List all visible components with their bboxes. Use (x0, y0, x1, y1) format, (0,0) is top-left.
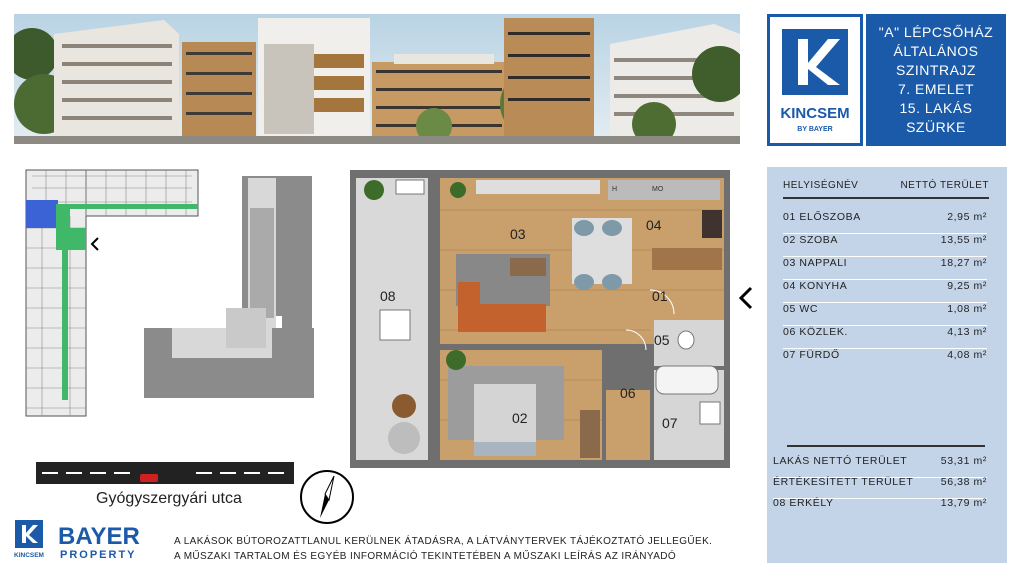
room-name: 01 ELŐSZOBA (783, 211, 861, 223)
entrance-arrow-icon (738, 286, 754, 310)
table-row (783, 349, 987, 371)
room-area: 2,95 m² (947, 211, 987, 223)
totals-row (773, 497, 987, 519)
title-line-6: SZÜRKE (906, 119, 966, 135)
total-area: 53,31 m² (940, 455, 987, 467)
table-row (783, 211, 987, 234)
floor-plan (350, 170, 730, 468)
title-line-5: 15. LAKÁS (899, 100, 973, 116)
total-name: LAKÁS NETTÓ TERÜLET (773, 455, 908, 467)
floor-plan-drawing (350, 170, 730, 468)
room-label: 02 (512, 410, 528, 426)
totals-row (773, 455, 987, 478)
room-name: 07 FÜRDŐ (783, 349, 840, 361)
title-line-3: SZINTRAJZ (896, 62, 976, 78)
room-label: 08 (380, 288, 396, 304)
bayer-name: BAYER (58, 523, 140, 550)
table-row (783, 303, 987, 326)
room-area: 9,25 m² (947, 280, 987, 292)
room-area: 4,08 m² (947, 349, 987, 361)
title-box (866, 14, 1006, 146)
room-area: 1,08 m² (947, 303, 987, 315)
hero-rendering (14, 14, 740, 144)
table-row (783, 257, 987, 280)
room-name: 06 KÖZLEK. (783, 326, 848, 338)
brand-name: KINCSEM (780, 105, 850, 122)
small-brand-name: KINCSEM (14, 552, 44, 559)
kincsem-small-logo (12, 520, 46, 564)
microwave-label: MO (652, 186, 664, 193)
room-area: 4,13 m² (947, 326, 987, 338)
bayer-logo (58, 522, 148, 562)
room-name: 04 KONYHA (783, 280, 848, 292)
column-header-area: NETTÓ TERÜLET (900, 180, 989, 191)
disclaimer-line-2: A MŰSZAKI TARTALOM ÉS EGYÉB INFORMÁCIÓ TEKINTETÉBEN A MŰSZAKI LEÍRÁS AZ IRÁNYADÓ (174, 551, 677, 562)
total-area: 56,38 m² (940, 476, 987, 488)
disclaimer-line-1: A LAKÁSOK BÚTOROZATTLANUL KERÜLNEK ÁTADÁSRA, A LÁTVÁNYTERVEK TÁJÉKOZTATÓ JELLEGŰEK. (174, 536, 713, 547)
room-label: 03 (510, 226, 526, 242)
brand-sub: BY BAYER (797, 126, 833, 133)
totals-row (773, 476, 987, 499)
room-area: 13,55 m² (940, 234, 987, 246)
compass-icon (298, 468, 356, 526)
title-line-2: ÁLTALÁNOS (893, 43, 979, 59)
room-label: 04 (646, 217, 662, 233)
table-row (783, 280, 987, 303)
room-name: 03 NAPPALI (783, 257, 848, 269)
car-icon (140, 474, 158, 482)
room-name: 05 WC (783, 303, 819, 315)
table-row (783, 234, 987, 257)
location-arrow-icon (92, 238, 98, 250)
room-label: 05 (654, 332, 670, 348)
column-header-name: HELYISÉGNÉV (783, 180, 859, 191)
bayer-sub: PROPERTY (60, 549, 137, 561)
room-label: 01 (652, 288, 668, 304)
area-table (767, 167, 1007, 563)
site-plan (22, 168, 338, 424)
building-rendering (14, 14, 740, 144)
total-name: 08 ERKÉLY (773, 497, 834, 509)
room-name: 02 SZOBA (783, 234, 838, 246)
disclaimer (174, 534, 712, 564)
table-row (783, 326, 987, 349)
total-area: 13,79 m² (940, 497, 987, 509)
title-line-4: 7. EMELET (897, 81, 975, 97)
room-label: 06 (620, 385, 636, 401)
fridge-label: H (612, 186, 618, 193)
site-plan-drawing (22, 168, 338, 424)
totals-divider (787, 445, 985, 447)
kincsem-logo (767, 14, 863, 146)
kincsem-logo-mark (770, 17, 860, 143)
title-line-1: "A" LÉPCSŐHÁZ (878, 24, 994, 40)
header-divider (783, 197, 989, 199)
street-name: Gyógyszergyári utca (96, 490, 242, 507)
street-strip (36, 462, 294, 484)
total-name: ÉRTÉKESÍTETT TERÜLET (773, 476, 914, 488)
room-area: 18,27 m² (940, 257, 987, 269)
room-label: 07 (662, 415, 678, 431)
